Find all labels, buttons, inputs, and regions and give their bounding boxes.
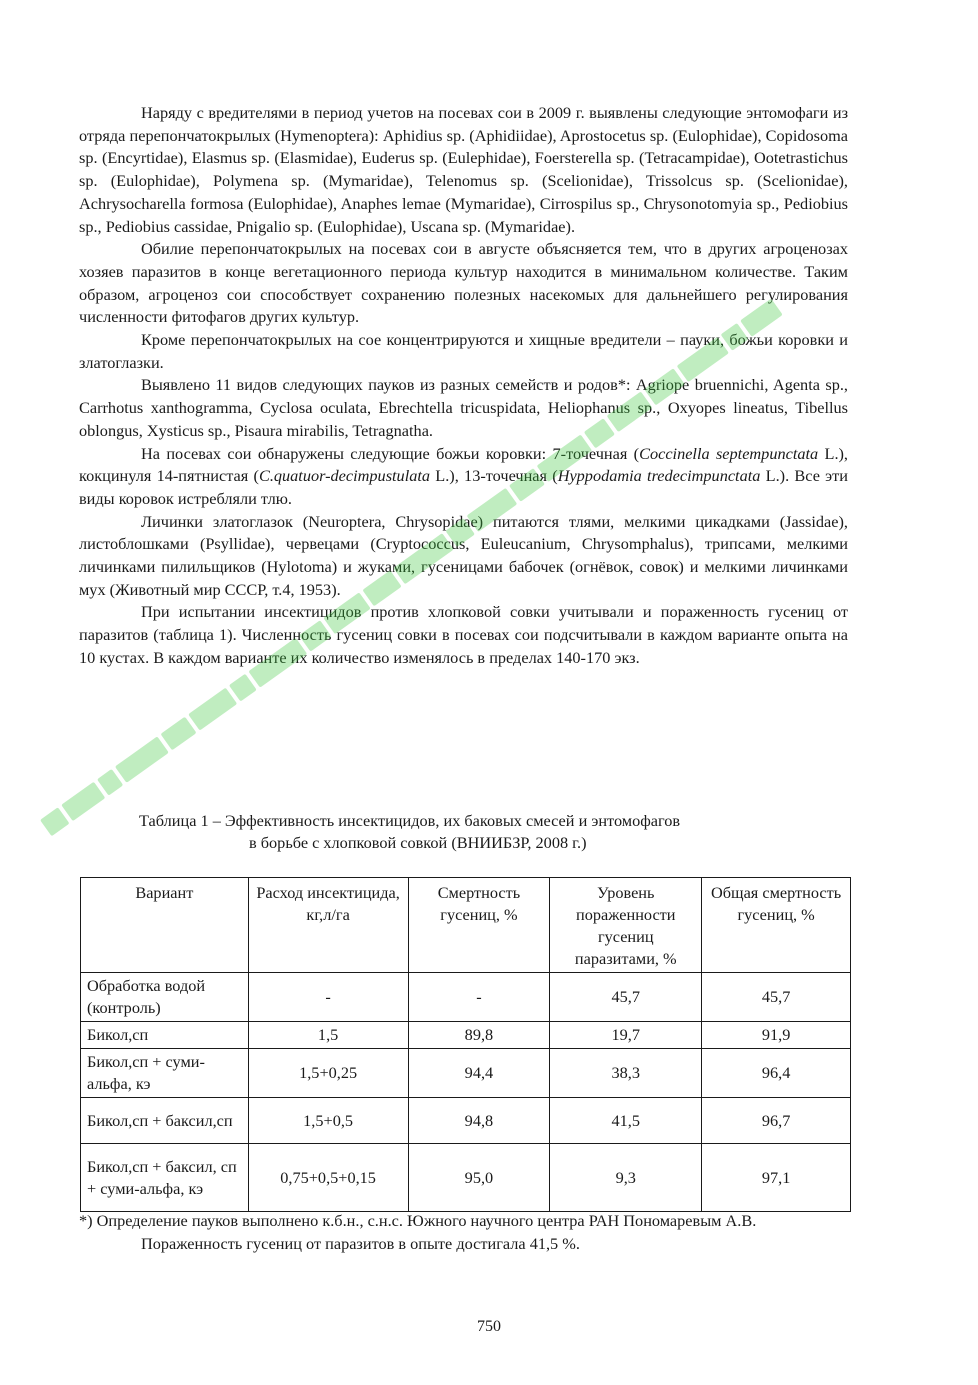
header-variant: Вариант bbox=[81, 878, 249, 973]
header-parasitism: Уровень пораженности гусениц паразитами, % bbox=[550, 878, 702, 973]
cell-parasitism: 45,7 bbox=[550, 973, 702, 1022]
header-mortality: Смертность гусениц, % bbox=[408, 878, 550, 973]
efficiency-table bbox=[80, 877, 851, 1212]
table-row bbox=[81, 1098, 851, 1144]
cell-rate: 1,5+0,25 bbox=[248, 1049, 408, 1098]
table-row bbox=[81, 1144, 851, 1212]
table-row bbox=[81, 973, 851, 1022]
cell-rate: 1,5+0,5 bbox=[248, 1098, 408, 1144]
table-caption-line1: Таблица 1 – Эффективность инсектицидов, их баковых смесей и энтомофагов bbox=[139, 811, 681, 830]
header-total-mortality: Общая смертность гусениц, % bbox=[702, 878, 851, 973]
cell-total-mortality: 96,7 bbox=[702, 1098, 851, 1144]
cell-variant: Бикол,сп + баксил, сп + суми-альфа, кэ bbox=[81, 1144, 249, 1212]
cell-variant: Обработка водой (контроль) bbox=[81, 973, 249, 1022]
cell-total-mortality: 96,4 bbox=[702, 1049, 851, 1098]
cell-total-mortality: 91,9 bbox=[702, 1022, 851, 1049]
cell-mortality: 95,0 bbox=[408, 1144, 550, 1212]
table-header-row bbox=[81, 878, 851, 973]
cell-parasitism: 41,5 bbox=[550, 1098, 702, 1144]
cell-mortality: 94,4 bbox=[408, 1049, 550, 1098]
cell-variant: Бикол,сп bbox=[81, 1022, 249, 1049]
cell-variant: Бикол,сп + суми-альфа, кэ bbox=[81, 1049, 249, 1098]
paragraph-entomophages: Наряду с вредителями в период учетов на посевах сои в 2009 г. выявлены следующие энтомофаги из отряда перепончатокрылых (Hymenoptera): Aphidius sp. (Aphidiidae), Aprostocetus sp. (Eulophidae), Copidosoma sp. (Encyrtidae), Elasmus sp. (Elasmidae), Euderus sp. (Eulephidae), Foersterella sp. (Tetracampidae), Ootetrastichus sp. (Eulophidae), Polymena sp. (Mymaridae), Telenomus sp. (Scelionidae), Trissolcus sp. (Scelionidae), Achrysocharella formosa (Eulophidae), Anaphes lemae (Mymaridae), Cirrospilus sp., Chrysonotomyia sp., Pediobius sp., Pediobius cassidae, Pnigalio sp. (Eulophidae), Uscana sp. (Mymaridae). bbox=[79, 103, 848, 236]
footnote-block bbox=[79, 1210, 848, 1255]
table-caption-line2: в борьбе с хлопковой совкой (ВНИИБЗР, 2008 г.) bbox=[249, 833, 587, 852]
cell-rate: - bbox=[248, 973, 408, 1022]
header-rate: Расход инсектицида, кг,л/га bbox=[248, 878, 408, 973]
paragraph-predators: Кроме перепончатокрылых на сое концентрируются и хищные вредители – пауки, божьи коровки и златоглазки. bbox=[79, 330, 848, 372]
cell-total-mortality: 45,7 bbox=[702, 973, 851, 1022]
cell-parasitism: 19,7 bbox=[550, 1022, 702, 1049]
paragraph-ladybirds: На посевах сои обнаружены следующие божьи коровки: 7-точечная (Coccinella septempunctata L.), кокцинуля 14-пятнистая (C.quatuor-decimpustulata L.), 13-точечная (Hyppodamia tredecimpunctata L.). Все эти виды коровок истребляли тлю. bbox=[79, 443, 849, 508]
table-row bbox=[81, 1022, 851, 1049]
cell-mortality: 94,8 bbox=[408, 1098, 550, 1144]
closing-sentence: Пораженность гусениц от паразитов в опыте достигала 41,5 %. bbox=[141, 1233, 580, 1253]
paragraph-insecticide-tests: При испытании инсектицидов против хлопковой совки учитывали и пораженность гусениц от паразитов (таблица 1). Численность гусениц совки в посевах сои подсчитывали в каждом варианте опыта на 10 кустах. В каждом варианте их количество изменялось в пределах 140-170 экз. bbox=[79, 602, 848, 667]
cell-mortality: - bbox=[408, 973, 550, 1022]
body-text bbox=[79, 102, 848, 670]
cell-variant: Бикол,сп + баксил,сп bbox=[81, 1098, 249, 1144]
cell-rate: 0,75+0,5+0,15 bbox=[248, 1144, 408, 1212]
cell-parasitism: 38,3 bbox=[550, 1049, 702, 1098]
page-number: 750 bbox=[477, 1318, 501, 1335]
cell-total-mortality: 97,1 bbox=[702, 1144, 851, 1212]
paragraph-lacewings: Личинки златоглазок (Neuroptera, Chrysopidae) питаются тлями, мелкими цикадками (Jassidae), листоблошками (Psyllidae), червецами (Cryptococcus, Euleucanium, Chrysomphalus), трипсами, мелкими личинками пилильщиков (Hylotoma) и жуками, гусеницами бабочек (огнёвок, совок) и мелкими личинками мух (Животный мир СССР, т.4, 1953). bbox=[79, 511, 848, 599]
paragraph-spiders: Выявлено 11 видов следующих пауков из разных семейств и родов*: Agriope bruennichi, Agenta sp., Carrhotus xanthogramma, Cyclosa oculata, Ebrechtella tricuspidata, Heliophanus sp., Oxyopes lineatus, Tibellus oblongus, Xysticus sp., Pisaura mirabilis, Tetragnatha. bbox=[79, 375, 848, 440]
table-row bbox=[81, 1049, 851, 1098]
cell-parasitism: 9,3 bbox=[550, 1144, 702, 1212]
cell-rate: 1,5 bbox=[248, 1022, 408, 1049]
table-caption bbox=[79, 810, 848, 854]
paragraph-abundance: Обилие перепончатокрылых на посевах сои в августе объясняется тем, что в других агроценозах хозяев паразитов в конце вегетационного периода культур находится в минимальном количестве. Таким образом, агроценоз сои способствует сохранению полезных насекомых для дальнейшего регулирования численности фитофагов других культур. bbox=[79, 239, 848, 327]
footnote: *) Определение пауков выполнено к.б.н., с.н.с. Южного научного центра РАН Пономаревым А.В. bbox=[79, 1211, 757, 1230]
cell-mortality: 89,8 bbox=[408, 1022, 550, 1049]
